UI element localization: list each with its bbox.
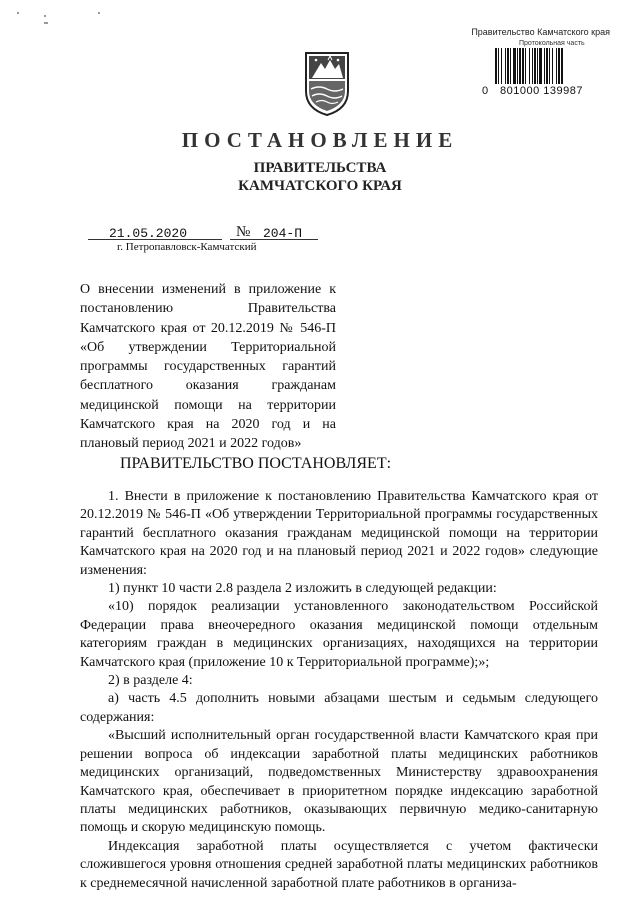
paragraph: 2) в разделе 4: bbox=[108, 673, 193, 689]
number-sign: № bbox=[236, 224, 251, 240]
document-subject: О внесении изменений в приложение к постановлению Правительства Камчатского края от 20.12.2019 № 546-П «Об утверждении Территориальной программы государственных гарантий бесплатного оказания гражданам медицинской помощи на территории Камчатского края на 2020 год и на плановый период 2021 и 2022 годов» bbox=[80, 282, 336, 452]
paragraph: а) часть 4.5 дополнить новыми абзацами шестым и седьмым следующего содержания: bbox=[80, 691, 598, 725]
scan-speck bbox=[98, 12, 100, 14]
paragraph: «10) порядок реализации установленного законодательством Российской Федерации права внеочередного оказания медицинской помощи отдельным категориям граждан в медицинских организациях, находящихся на территории Камчатского края (приложение 10 к Территориальной программе);»; bbox=[80, 599, 598, 670]
paragraph: Индексация заработной платы осуществляется с учетом фактически сложившегося уровня отношения средней заработной платы медицинских работников к среднемесячной начисленной заработной плате работников в организа- bbox=[80, 838, 598, 891]
barcode-zero: 0 bbox=[482, 85, 489, 97]
scan-speck bbox=[44, 22, 48, 24]
paragraph: «Высший исполнительный орган государственной власти Камчатского края при решении вопроса об индексации заработной платы медицинских работников медицинских организаций, подведомственных Министерству здравоохранения Камчатского края, обеспечивает в приоритетном порядке индексацию заработной платы медицинских работников, оказывающих первичную медико-санитарную помощь и скорую медицинскую помощь. bbox=[80, 728, 598, 836]
document-title: ПОСТАНОВЛЕНИЕ bbox=[181, 128, 459, 152]
stamp-title: Правительство Камчатского края bbox=[471, 27, 610, 37]
scan-speck bbox=[44, 15, 46, 17]
paragraph: 1) пункт 10 части 2.8 раздела 2 изложить в следующей редакции: bbox=[108, 581, 497, 597]
barcode-number: 801000 139987 bbox=[500, 85, 583, 97]
issuer-line-1: ПРАВИТЕЛЬСТВА bbox=[253, 160, 387, 176]
kamchatka-emblem-icon bbox=[304, 51, 350, 117]
document-date: 21.05.2020 bbox=[109, 226, 188, 241]
document-body bbox=[80, 488, 598, 893]
scan-speck bbox=[17, 12, 19, 14]
barcode-label: Протокольная часть bbox=[519, 40, 585, 47]
date-underline bbox=[88, 239, 222, 240]
document-number: 204-П bbox=[263, 226, 303, 241]
decree-heading: ПРАВИТЕЛЬСТВО ПОСТАНОВЛЯЕТ: bbox=[120, 455, 392, 472]
issuer-line-2: КАМЧАТСКОГО КРАЯ bbox=[238, 178, 402, 194]
document-city: г. Петропавловск-Камчатский bbox=[117, 241, 257, 253]
paragraph: 1. Внести в приложение к постановлению Правительства Камчатского края от 20.12.2019 № 546-П «Об утверждении Территориальной программы государственных гарантий бесплатного оказания гражданам медицинской помощи на территории Камчатского края на 2020 год и на плановый период 2021 и 2022 годов» следующие изменения: bbox=[80, 489, 598, 578]
barcode bbox=[494, 48, 610, 88]
number-underline bbox=[230, 239, 318, 240]
